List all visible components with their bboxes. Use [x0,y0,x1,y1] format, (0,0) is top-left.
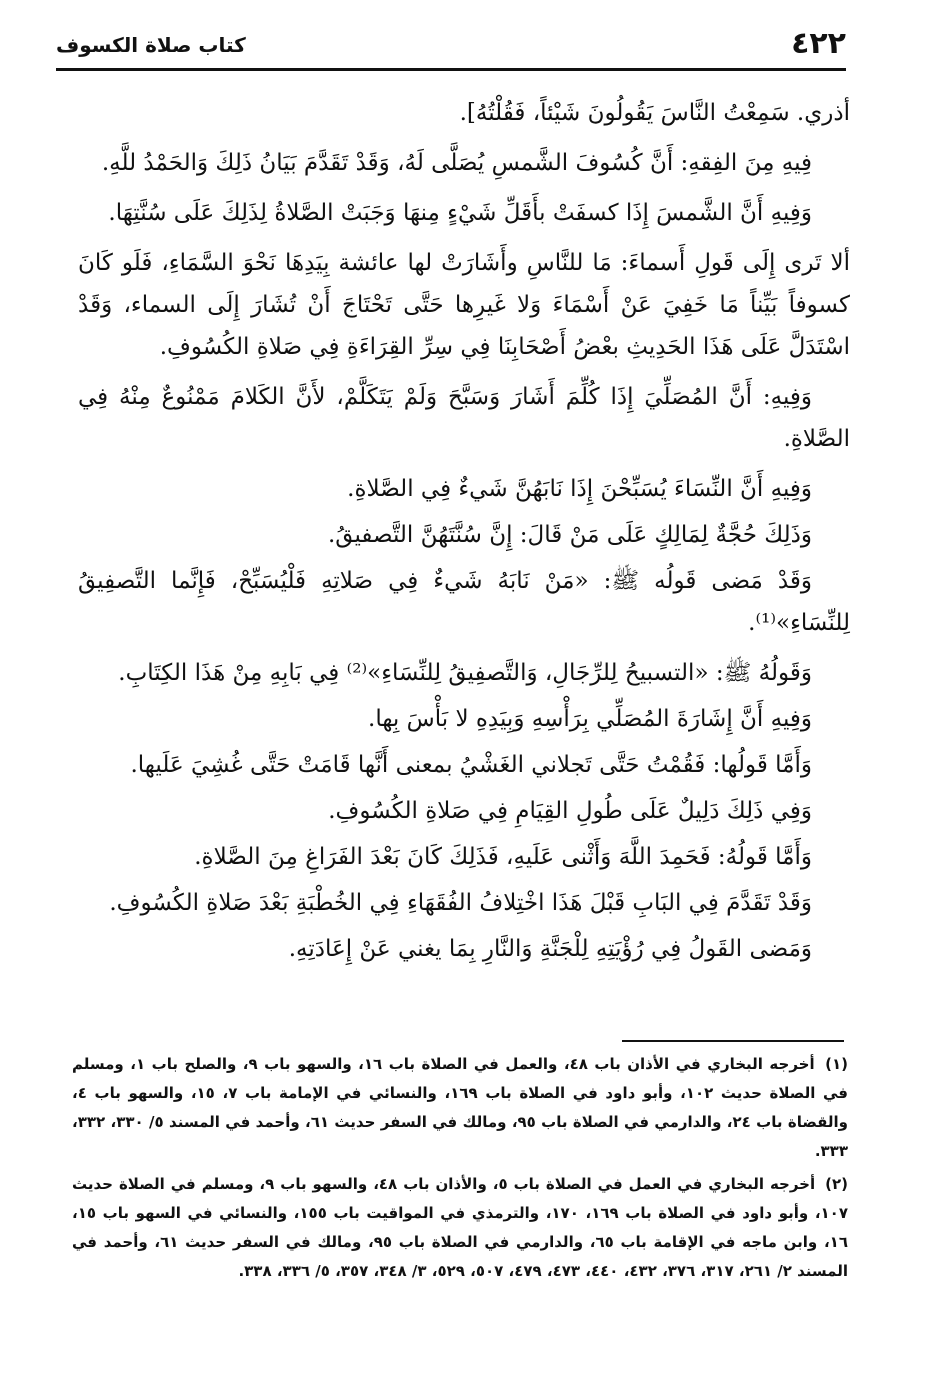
page-header [56,26,846,66]
running-title: كتاب صلاة الكسوف [56,33,246,57]
paragraph: وَذَلِكَ حُجَّةٌ لِمَالِكٍ عَلَى مَنْ قَالَ: إِنَّ سُنَّتَهُنَّ التَّصفيقُ. [327,522,812,548]
paragraph: وَفِيهِ: أَنَّ المُصَلِّيَ إِذَا كُلِّمَ أَشَارَ وَسَبَّحَ وَلَمْ يَتَكَلَّمْ، لأَنَّ الكَلامَ مَمْنُوعٌ مِنْهُ فِي الصَّلاةِ. [78,384,850,452]
paragraph: وَأَمَّا قَولُهُ: فَحَمِدَ اللَّهَ وَأَثْنى عَلَيهِ، فَذَلِكَ كَانَ بَعْدَ الفَرَاغِ مِنَ الصَّلاةِ. [194,844,812,870]
footnote-number: (٢) [825,1175,848,1193]
paragraph: وَفِيهِ أَنَّ الشَّمسَ إِذَا كسفَتْ بأَقَلِّ شَيْءٍ مِنهَا وَجَبَتْ الصَّلاةُ لِذَلِكَ عَلَى سُنَّتِهَا. [108,200,812,226]
paragraph: وَأَمَّا قَولُها: فَقُمْتُ حَتَّى تَجلاني الغَشْيُ بمعنى أَنَّها قَامَتْ حَتَّى غُشِيَ عَلَيها. [130,752,812,778]
main-text [78,92,850,974]
paragraph: وَقَولُهُ ﷺ: «التسبيحُ لِلرِّجَالِ، وَالتَّصفِيقُ لِلنِّسَاءِ»⁽²⁾ فِي بَابِهِ مِنْ هَذَا الكِتَابِ. [118,660,812,686]
paragraph: أذري. سَمِعْتُ النَّاسَ يَقُولُونَ شَيْئاً، فَقُلْتُهُ]. [459,100,850,126]
paragraph: وَفِيهِ أَنَّ النِّسَاءَ يُسَبِّحْنَ إِذَا نَابَهُنَّ شَيءٌ فِي الصَّلاةِ. [347,476,812,502]
footnote-text: أخرجه البخاري في العمل في الصلاة باب ٥، والأذان باب ٤٨، والسهو باب ٩، ومسلم في الصلاة حديث ١٠٧، وأبو داود في الصلاة باب ١٦٩، ١٧٠، والترمذي في المواقيت باب ١٥٥، والنسائي في السهو باب ١٥، ١٦، وابن ماجه في الإقامة باب ٦٥، والدارمي في الصلاة باب ٩٥، ومالك في السفر حديث ٦١، وأحمد في المسند ٢/ ٢٦١، ٣١٧، ٣٧٦، ٤٣٢، ٤٤٠، ٤٧٣، ٤٧٩، ٥٠٧، ٥٢٩، ٣/ ٣٤٨، ٣٥٧، ٥/ ٣٣٦، ٣٣٨. [72,1175,848,1280]
paragraph: وَقَدْ تَقَدَّمَ فِي البَابِ قَبْلَ هَذَا اخْتِلافُ الفُقَهَاءِ فِي الخُطْبَةِ بَعْدَ صَلاةِ الكُسُوفِ. [109,890,812,916]
footnotes [72,1050,848,1290]
paragraph: وَمَضى القَولُ فِي رُؤْيَتِهِ لِلْجَنَّةِ وَالنَّارِ بِمَا يغني عَنْ إِعَادَتِهِ. [288,936,812,962]
page-number: ٤٢٢ [791,26,846,61]
footnote [72,1170,848,1286]
paragraph: وَفِيهِ أَنَّ إِشَارَةَ المُصَلِّي بِرَأْسِهِ وَبِيَدِهِ لا بَأْسَ بِها. [368,706,812,732]
footnote [72,1050,848,1166]
paragraph: فِيهِ مِنَ الفِقهِ: أَنَّ كُسُوفَ الشَّمسِ يُصَلَّى لَهُ، وَقَدْ تَقَدَّمَ بَيَانُ ذَلِكَ وَالحَمْدُ للَّهِ. [101,150,812,176]
footnote-number: (١) [825,1055,849,1073]
paragraph: ألا تَرى إِلَى قَولِ أَسماءَ: مَا للنَّاسِ وأَشَارَتْ لها عائشة بِيَدِهَا نَحْوَ السَّمَاءِ، فَلَو كَانَ كسوفاً بَيِّناً مَا خَفِيَ عَنْ أَسْمَاءَ وَلا غَيرِها حَتَّى تَحْتَاجَ أَنْ تُشَارَ إِلَى السماء، وَقَدْ اسْتَدَلَّ عَلَى هَذَا الحَدِيثِ بعْضُ أَصْحَابِنَا فِي سِرِّ القِرَاءَةِ فِي صَلاةِ الكُسُوفِ. [78,250,850,360]
header-rule [56,68,846,71]
paragraph: وَقَدْ مَضى قَولُه ﷺ: «مَنْ نَابَهُ شَيءٌ فِي صَلاتِهِ فَلْيُسَبِّحْ، فَإِنَّما التَّصفِيقُ لِلنِّسَاءِ»⁽¹⁾. [78,568,850,636]
footnote-text: أخرجه البخاري في الأذان باب ٤٨، والعمل في الصلاة باب ١٦، والسهو باب ٩، والصلح باب ١، ومسلم في الصلاة حديث ١٠٢، وأبو داود في الصلاة باب ١٦٩، والنسائي في الإمامة باب ٧، ١٥، والسهو باب ٤، والقضاة باب ٢٤، والدارمي في الصلاة باب ٩٥، ومالك في السفر حديث ٦١، وأحمد في المسند ٥/ ٣٣٠، ٣٣٢، ٣٣٣. [72,1055,849,1160]
footnote-separator [622,1040,844,1042]
paragraph: وَفِي ذَلِكَ دَلِيلٌ عَلَى طُولِ القِيَامِ فِي صَلاةِ الكُسُوفِ. [328,798,812,824]
